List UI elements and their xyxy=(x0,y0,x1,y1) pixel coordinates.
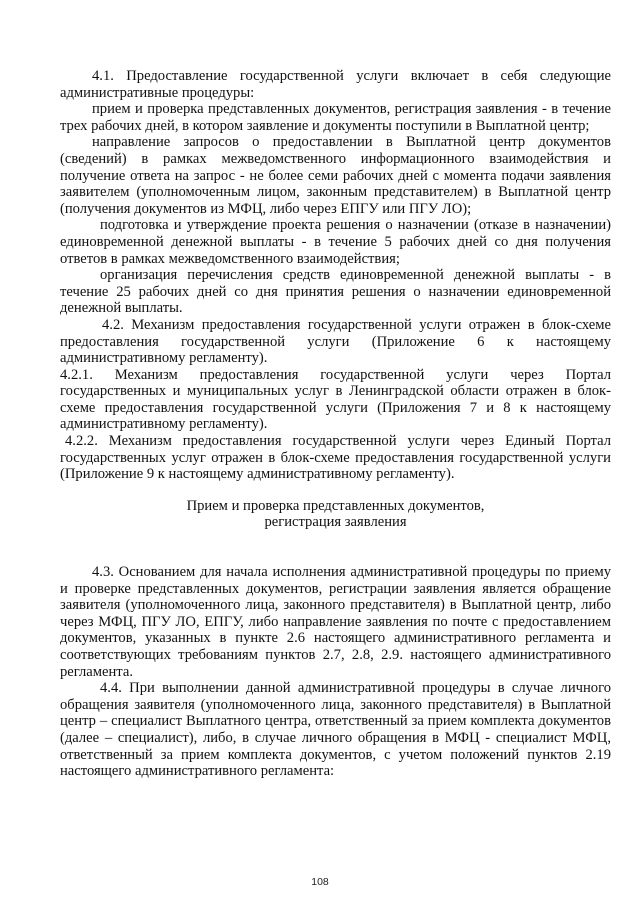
paragraph-procedure-transfer: организация перечисления средств единовременной денежной выплаты - в течение 25 рабочих дней со дня принятия решения о назначении единовременной денежной выплаты. xyxy=(60,267,611,317)
section-heading-line-1: Прием и проверка представленных документов, xyxy=(186,497,485,514)
paragraph-4-4: 4.4. При выполнении данной административной процедуры в случае личного обращения заявителя (уполномоченного лица, законного представителя) в Выплатной центр – специалист Выплатного центра, ответственный за прием комплекта документов (далее – специалист), либо, в случае личного обращения в МФЦ - специалист МФЦ, ответственный за прием комплекта документов, с учетом положений пунктов 2.19 настоящего административного регламента: xyxy=(60,680,611,780)
paragraph-4-2: 4.2. Механизм предоставления государственной услуги отражен в блок-схеме предоставления государственной услуги (Приложение 6 к настоящему административному регламенту). xyxy=(60,316,611,367)
paragraph-procedure-requests: направление запросов о предоставлении в Выплатной центр документов (сведений) в рамках межведомственного информационного взаимодействия и получение ответа на запрос - не более семи рабочих дней с момента подачи заявления заявителем (уполномоченным лицом, законным представителем) в Выплатной центр (получения документов из МФЦ, либо через ЕПГУ или ПГУ ЛО); xyxy=(60,134,611,217)
section-heading-line-2: регистрация заявления xyxy=(264,514,407,531)
document-body xyxy=(60,68,611,780)
paragraph-procedure-reception: прием и проверка представленных документов, регистрация заявления - в течение трех рабочих дней, в котором заявление и документы поступили в Выплатной центр; xyxy=(60,101,611,134)
paragraph-4-2-1: 4.2.1. Механизм предоставления государственной услуги через Портал государственных и муниципальных услуг в Ленинградской области отражен в блок-схеме предоставления государственной услуги (Приложения 7 и 8 к настоящему административному регламенту). xyxy=(60,366,611,433)
paragraph-4-3: 4.3. Основанием для начала исполнения административной процедуры по приему и проверке представленных документов, регистрации заявления является обращение заявителя (уполномоченного лица, законного представителя) в Выплатной центр, либо через МФЦ, ПГУ ЛО, ЕПГУ, либо направление заявления по почте с предоставлением документов, указанных в пункте 2.6 настоящего административного регламента и соответствующих требованиям пунктов 2.7, 2.8, 2.9. настоящего административного регламента. xyxy=(60,564,611,680)
paragraph-4-2-2: 4.2.2. Механизм предоставления государственной услуги через Единый Портал государственных услуг отражен в блок-схеме предоставления государственной услуги (Приложение 9 к настоящему административному регламенту). xyxy=(60,433,611,483)
section-heading xyxy=(60,498,611,531)
paragraph-procedure-decision: подготовка и утверждение проекта решения о назначении (отказе в назначении) единовременной денежной выплаты - в течение 5 рабочих дней со дня получения ответов в рамках межведомственного взаимодействия; xyxy=(60,217,611,267)
page-number: 108 xyxy=(311,876,329,888)
paragraph-4-1: 4.1. Предоставление государственной услуги включает в себя следующие административные процедуры: xyxy=(60,68,611,101)
